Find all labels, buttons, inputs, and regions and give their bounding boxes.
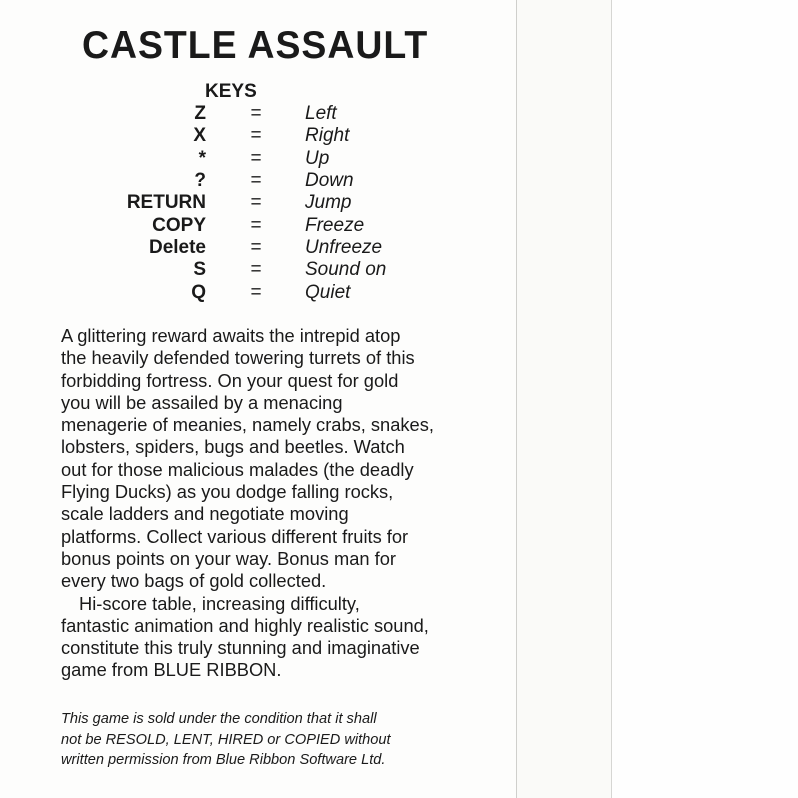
notice-line: This game is sold under the condition that it shall [61, 711, 377, 727]
equals-sign: = [250, 103, 262, 124]
key-action: Left [305, 103, 337, 124]
key-action: Up [305, 148, 330, 169]
description-line: Hi-score table, increasing difficulty, [79, 592, 360, 614]
key-action: Right [305, 125, 350, 146]
key-row [0, 170, 516, 192]
description-line: Flying Ducks) as you dodge falling rocks, [61, 481, 394, 503]
equals-sign: = [250, 215, 262, 236]
description-line: the heavily defended towering turrets of this [61, 347, 415, 369]
key-label: S [193, 259, 206, 280]
key-label: Delete [148, 237, 206, 258]
key-row [0, 259, 516, 281]
key-action: Down [305, 170, 354, 191]
key-action: Unfreeze [305, 237, 383, 258]
description-line: constitute this truly stunning and imaginative [61, 637, 420, 659]
key-row [0, 237, 516, 259]
equals-sign: = [250, 259, 262, 280]
game-description [61, 325, 501, 682]
key-row [0, 215, 516, 237]
key-action: Sound on [305, 259, 387, 280]
key-label: ? [194, 170, 206, 191]
key-label: COPY [152, 215, 206, 236]
key-action: Freeze [305, 215, 365, 236]
equals-sign: = [250, 170, 262, 191]
description-line: fantastic animation and highly realistic sound, [61, 614, 429, 636]
description-line: scale ladders and negotiate moving [61, 503, 349, 525]
key-row [0, 103, 516, 125]
equals-sign: = [250, 148, 262, 169]
key-row [0, 192, 516, 214]
equals-sign: = [250, 237, 262, 258]
key-row [0, 125, 516, 147]
key-label: RETURN [126, 192, 206, 213]
key-action: Quiet [305, 282, 351, 303]
equals-sign: = [250, 125, 262, 146]
key-label: X [193, 125, 206, 146]
inlay-spine-panel [517, 0, 612, 798]
keys-heading: KEYS [205, 81, 257, 102]
description-line: you will be assailed by a menacing [61, 391, 343, 413]
description-line: A glittering reward awaits the intrepid atop [61, 325, 401, 346]
description-line: bonus points on your way. Bonus man for [61, 547, 397, 569]
description-line: menagerie of meanies, namely crabs, snakes, [61, 414, 434, 436]
equals-sign: = [250, 192, 262, 213]
description-line: platforms. Collect various different fruits for [61, 525, 409, 547]
key-row [0, 282, 516, 304]
key-label: Q [191, 282, 206, 303]
description-line: forbidding fortress. On your quest for gold [61, 369, 399, 391]
description-line: every two bags of gold collected. [61, 570, 327, 592]
game-title: CASTLE ASSAULT [82, 24, 429, 67]
notice-line: written permission from Blue Ribbon Software Ltd. [61, 752, 386, 768]
equals-sign: = [250, 282, 262, 303]
description-line: out for those malicious malades (the deadly [61, 458, 414, 480]
notice-line: not be RESOLD, LENT, HIRED or COPIED without [61, 731, 391, 748]
key-row [0, 148, 516, 170]
copyright-notice [61, 709, 501, 771]
key-label: Z [194, 103, 206, 124]
key-label: * [198, 148, 206, 169]
description-line: game from BLUE RIBBON. [61, 659, 282, 681]
description-line: lobsters, spiders, bugs and beetles. Watch [61, 436, 405, 458]
inlay-back-panel [612, 0, 798, 798]
key-action: Jump [305, 192, 352, 213]
